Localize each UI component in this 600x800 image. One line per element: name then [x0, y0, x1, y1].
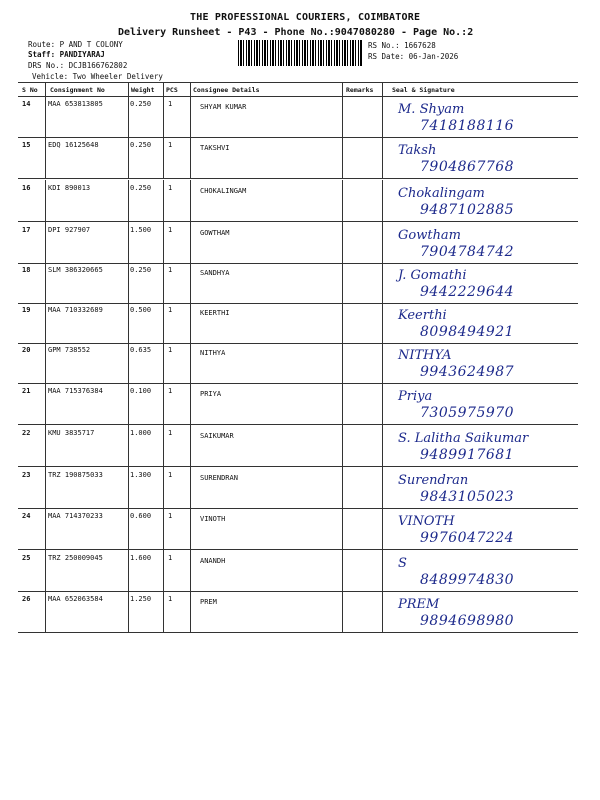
col-divider — [382, 222, 383, 263]
col-divider — [163, 82, 164, 96]
consignment-number: EDQ 16125648 — [48, 141, 99, 149]
consignment-number: KMU 3835717 — [48, 429, 95, 437]
col-divider — [382, 508, 383, 549]
signature-phone: 9489917681 — [420, 447, 515, 463]
consignee-name: SANDHYA — [200, 269, 230, 277]
consignee-name: ANANDH — [200, 557, 226, 565]
weight-value: 1.250 — [130, 595, 152, 603]
signature-phone: 8098494921 — [420, 324, 515, 340]
col-divider — [45, 262, 46, 303]
col-divider — [45, 82, 46, 96]
col-divider — [45, 302, 46, 343]
signature-name: Gowtham — [398, 228, 462, 243]
row-sno: 17 — [22, 226, 31, 234]
col-divider — [342, 96, 343, 137]
col-divider — [342, 82, 343, 96]
vehicle-label: Vehicle: Two Wheeler Delivery — [32, 72, 163, 81]
col-divider — [45, 96, 46, 137]
signature-name: PREM — [398, 597, 440, 612]
row-divider — [18, 424, 578, 425]
col-divider — [163, 180, 164, 221]
row-sno: 24 — [22, 512, 31, 520]
col-divider — [128, 467, 129, 508]
col-divider — [163, 591, 164, 632]
col-divider — [128, 425, 129, 466]
row-divider — [18, 549, 578, 550]
signature-name: Chokalingam — [398, 186, 485, 201]
signature-phone: 9442229644 — [420, 284, 515, 300]
col-divider — [163, 508, 164, 549]
col-divider — [190, 342, 191, 383]
signature-name: Taksh — [398, 143, 437, 158]
consignment-number: TRZ 250009045 — [48, 554, 103, 562]
signature-name: J. Gomathi — [398, 268, 467, 283]
barcode-image — [238, 40, 362, 66]
col-divider — [190, 591, 191, 632]
row-divider — [18, 632, 578, 633]
col-divider — [342, 550, 343, 591]
row-sno: 22 — [22, 429, 31, 437]
col-divider — [128, 342, 129, 383]
row-sno: 21 — [22, 387, 31, 395]
col-divider — [342, 262, 343, 303]
col-divider — [128, 137, 129, 178]
weight-value: 0.250 — [130, 141, 152, 149]
weight-value: 1.600 — [130, 554, 152, 562]
col-divider — [342, 467, 343, 508]
consignee-name: TAKSHVI — [200, 144, 230, 152]
col-divider — [342, 425, 343, 466]
row-sno: 14 — [22, 100, 31, 108]
signature-phone: 9943624987 — [420, 364, 515, 380]
row-sno: 18 — [22, 266, 31, 274]
col-divider — [128, 180, 129, 221]
signature-phone: 9976047224 — [420, 530, 515, 546]
consignee-name: SAIKUMAR — [200, 432, 234, 440]
col-divider — [45, 342, 46, 383]
col-divider — [382, 82, 383, 96]
signature-name: Keerthi — [398, 308, 447, 323]
col-divider — [163, 467, 164, 508]
col-divider — [382, 262, 383, 303]
signature-phone: 7418188116 — [420, 118, 515, 134]
consignment-number: KDI 890013 — [48, 184, 91, 192]
col-divider — [190, 222, 191, 263]
pcs-value: 1 — [168, 141, 173, 149]
consignee-name: KEERTHI — [200, 309, 230, 317]
consignee-name: PRIYA — [200, 390, 222, 398]
row-divider — [18, 591, 578, 592]
row-sno: 16 — [22, 184, 31, 192]
col-divider — [382, 425, 383, 466]
weight-value: 0.250 — [130, 266, 152, 274]
route-label: Route: P AND T COLONY — [28, 40, 123, 49]
col-divider — [45, 180, 46, 221]
col-divider — [190, 180, 191, 221]
col-divider — [382, 550, 383, 591]
col-divider — [45, 550, 46, 591]
pcs-value: 1 — [168, 387, 173, 395]
col-weight: Weight — [131, 86, 155, 94]
col-divider — [163, 383, 164, 424]
col-divider — [342, 383, 343, 424]
staff-label: Staff: PANDIYARAJ — [28, 50, 105, 59]
col-divider — [45, 591, 46, 632]
row-sno: 23 — [22, 471, 31, 479]
col-divider — [342, 508, 343, 549]
col-divider — [190, 262, 191, 303]
consignee-name: SHYAM KUMAR — [200, 103, 247, 111]
row-divider — [18, 303, 578, 304]
col-divider — [45, 383, 46, 424]
weight-value: 0.250 — [130, 100, 152, 108]
signature-phone: 9487102885 — [420, 202, 515, 218]
col-divider — [382, 137, 383, 178]
pcs-value: 1 — [168, 554, 173, 562]
consignee-name: PREM — [200, 598, 217, 606]
document-title: THE PROFESSIONAL COURIERS, COIMBATORE — [190, 12, 421, 23]
pcs-value: 1 — [168, 471, 173, 479]
col-pcs: PCS — [166, 86, 178, 94]
consignee-name: GOWTHAM — [200, 229, 230, 237]
col-divider — [45, 508, 46, 549]
col-divider — [163, 262, 164, 303]
col-divider — [342, 591, 343, 632]
col-consignment: Consignment No — [50, 86, 105, 94]
consignment-number: SLM 386320665 — [48, 266, 103, 274]
col-divider — [128, 222, 129, 263]
col-divider — [342, 222, 343, 263]
signature-phone: 7904867768 — [420, 159, 515, 175]
col-divider — [128, 550, 129, 591]
consignment-number: MAA 653813805 — [48, 100, 103, 108]
col-divider — [128, 383, 129, 424]
row-sno: 26 — [22, 595, 31, 603]
col-divider — [342, 137, 343, 178]
col-divider — [190, 96, 191, 137]
row-sno: 15 — [22, 141, 31, 149]
header-bottom-rule — [18, 96, 578, 97]
col-divider — [342, 302, 343, 343]
row-divider — [18, 221, 578, 222]
weight-value: 0.500 — [130, 306, 152, 314]
col-divider — [128, 96, 129, 137]
col-divider — [128, 82, 129, 96]
col-divider — [190, 425, 191, 466]
consignment-number: TRZ 190875033 — [48, 471, 103, 479]
col-divider — [190, 467, 191, 508]
col-remarks: Remarks — [346, 86, 374, 94]
row-divider — [18, 383, 578, 384]
col-divider — [382, 302, 383, 343]
signature-phone: 9843105023 — [420, 489, 515, 505]
signature-phone: 7305975970 — [420, 405, 515, 421]
consignee-name: SURENDRAN — [200, 474, 238, 482]
col-divider — [128, 508, 129, 549]
col-divider — [382, 180, 383, 221]
consignment-number: MAA 652063584 — [48, 595, 103, 603]
col-divider — [190, 508, 191, 549]
col-divider — [190, 82, 191, 96]
consignment-number: MAA 714370233 — [48, 512, 103, 520]
row-sno: 20 — [22, 346, 31, 354]
consignment-number: GPM 738552 — [48, 346, 91, 354]
col-divider — [382, 96, 383, 137]
col-sno: S No — [22, 86, 38, 94]
signature-name: S — [398, 556, 407, 571]
col-seal-signature: Seal & Signature — [392, 86, 455, 94]
col-divider — [190, 550, 191, 591]
pcs-value: 1 — [168, 595, 173, 603]
signature-name: S. Lalitha Saikumar — [398, 431, 529, 446]
row-divider — [18, 263, 578, 264]
col-divider — [163, 222, 164, 263]
col-divider — [45, 222, 46, 263]
pcs-value: 1 — [168, 266, 173, 274]
signature-phone: 7904784742 — [420, 244, 515, 260]
row-divider — [18, 178, 578, 179]
col-divider — [45, 425, 46, 466]
consignee-name: VINOTH — [200, 515, 226, 523]
col-divider — [382, 467, 383, 508]
signature-name: VINOTH — [398, 514, 455, 529]
consignment-number: MAA 710332689 — [48, 306, 103, 314]
col-divider — [163, 137, 164, 178]
header-top-rule — [18, 82, 578, 83]
col-consignee: Consignee Details — [193, 86, 260, 94]
col-divider — [190, 383, 191, 424]
col-divider — [163, 425, 164, 466]
pcs-value: 1 — [168, 429, 173, 437]
col-divider — [190, 302, 191, 343]
weight-value: 1.500 — [130, 226, 152, 234]
col-divider — [163, 302, 164, 343]
weight-value: 0.600 — [130, 512, 152, 520]
col-divider — [163, 550, 164, 591]
row-divider — [18, 508, 578, 509]
rs-number: RS No.: 1667628 — [368, 41, 436, 50]
pcs-value: 1 — [168, 100, 173, 108]
row-divider — [18, 466, 578, 467]
row-sno: 19 — [22, 306, 31, 314]
pcs-value: 1 — [168, 226, 173, 234]
col-divider — [128, 591, 129, 632]
col-divider — [342, 180, 343, 221]
signature-name: Surendran — [398, 473, 469, 488]
pcs-value: 1 — [168, 184, 173, 192]
consignment-number: MAA 715376384 — [48, 387, 103, 395]
weight-value: 0.635 — [130, 346, 152, 354]
consignee-name: NITHYA — [200, 349, 226, 357]
weight-value: 0.100 — [130, 387, 152, 395]
weight-value: 1.000 — [130, 429, 152, 437]
col-divider — [382, 591, 383, 632]
runsheet-subtitle: Delivery Runsheet - P43 - Phone No.:9047080280 - Page No.:2 — [118, 27, 474, 38]
col-divider — [190, 137, 191, 178]
col-divider — [382, 383, 383, 424]
consignment-number: DPI 927907 — [48, 226, 91, 234]
col-divider — [128, 302, 129, 343]
col-divider — [163, 96, 164, 137]
weight-value: 1.300 — [130, 471, 152, 479]
col-divider — [382, 342, 383, 383]
drs-number: DRS No.: DCJB166762802 — [28, 61, 128, 70]
pcs-value: 1 — [168, 512, 173, 520]
col-divider — [342, 342, 343, 383]
weight-value: 0.250 — [130, 184, 152, 192]
col-divider — [128, 262, 129, 303]
pcs-value: 1 — [168, 306, 173, 314]
row-divider — [18, 343, 578, 344]
row-sno: 25 — [22, 554, 31, 562]
signature-name: NITHYA — [398, 348, 452, 363]
pcs-value: 1 — [168, 346, 173, 354]
rs-date: RS Date: 06-Jan-2026 — [368, 52, 459, 61]
signature-name: M. Shyam — [398, 102, 465, 117]
signature-phone: 9894698980 — [420, 613, 515, 629]
signature-phone: 8489974830 — [420, 572, 515, 588]
col-divider — [45, 467, 46, 508]
col-divider — [45, 137, 46, 178]
consignee-name: CHOKALINGAM — [200, 187, 247, 195]
col-divider — [163, 342, 164, 383]
signature-name: Priya — [398, 389, 433, 404]
row-divider — [18, 137, 578, 138]
